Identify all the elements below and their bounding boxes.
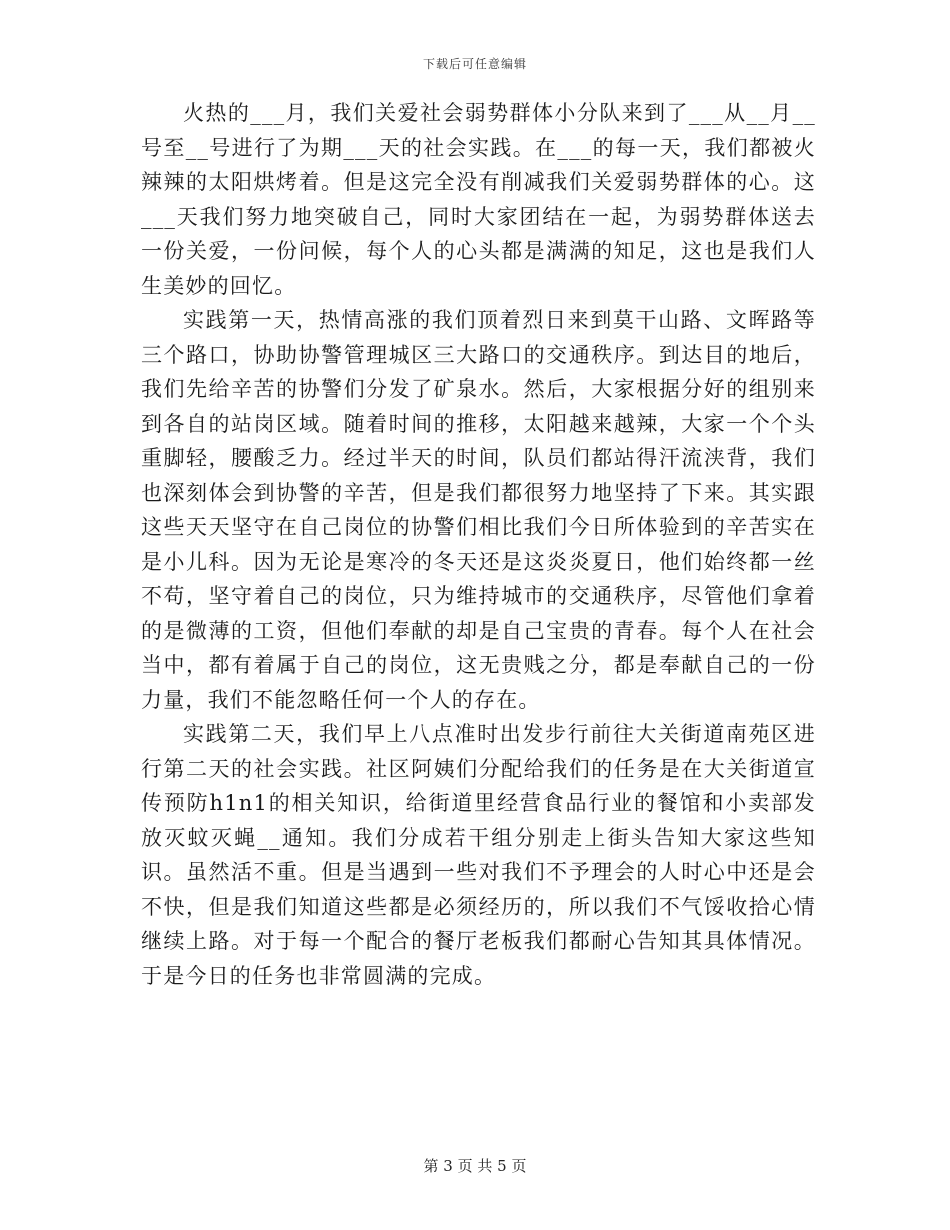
paragraph-day-one: 实践第一天，热情高涨的我们顶着烈日来到莫干山路、文晖路等三个路口，协助协警管理城区三大路口的交通秩序。到达目的地后，我们先给辛苦的协警们分发了矿泉水。然后，大家根据分好的组别来到各自的站岗区域。随着时间的推移，太阳越来越辣，大家一个个头重脚轻，腰酸乏力。经过半天的时间，队员们都站得汗流浃背，我们也深刻体会到协警的辛苦，但是我们都很努力地坚持了下来。其实跟这些天天坚守在自己岗位的协警们相比我们今日所体验到的辛苦实在是小儿科。因为无论是寒冷的冬天还是这炎炎夏日，他们始终都一丝不苟，坚守着自己的岗位，只为维持城市的交通秩序，尽管他们拿着的是微薄的工资，但他们奉献的却是自己宝贵的青春。每个人在社会当中，都有着属于自己的岗位，这无贵贱之分，都是奉献自己的一份力量，我们不能忽略任何一个人的存在。 [141,308,816,712]
paragraph-intro: 火热的___月，我们关爱社会弱势群体小分队来到了___从__月__号至__号进行了为期___天的社会实践。在___的每一天，我们都被火辣辣的太阳烘烤着。但是这完全没有削减我们关爱弱势群体的心。这___天我们努力地突破自己，同时大家团结在一起，为弱势群体送去一份关爱，一份问候，每个人的心头都是满满的知足，这也是我们人生美妙的回忆。 [141,101,816,298]
body-text [141,96,816,993]
paragraph-day-two: 实践第二天，我们早上八点准时出发步行前往大关街道南苑区进行第二天的社会实践。社区阿姨们分配给我们的任务是在大关街道宣传预防h1n1的相关知识，给街道里经营食品行业的餐馆和小卖部发放灭蚊灭蝇__通知。我们分成若干组分别走上街头告知大家这些知识。虽然活不重。但是当遇到一些对我们不予理会的人时心中还是会不快，但是我们知道这些都是必须经历的，所以我们不气馁收拾心情继续上路。对于每一个配合的餐厅老板我们都耐心告知其具体情况。于是今日的任务也非常圆满的完成。 [141,722,816,988]
header-note: 下载后可任意编辑 [422,57,527,71]
page-number-footer: 第 3 页 共 5 页 [423,1157,527,1175]
